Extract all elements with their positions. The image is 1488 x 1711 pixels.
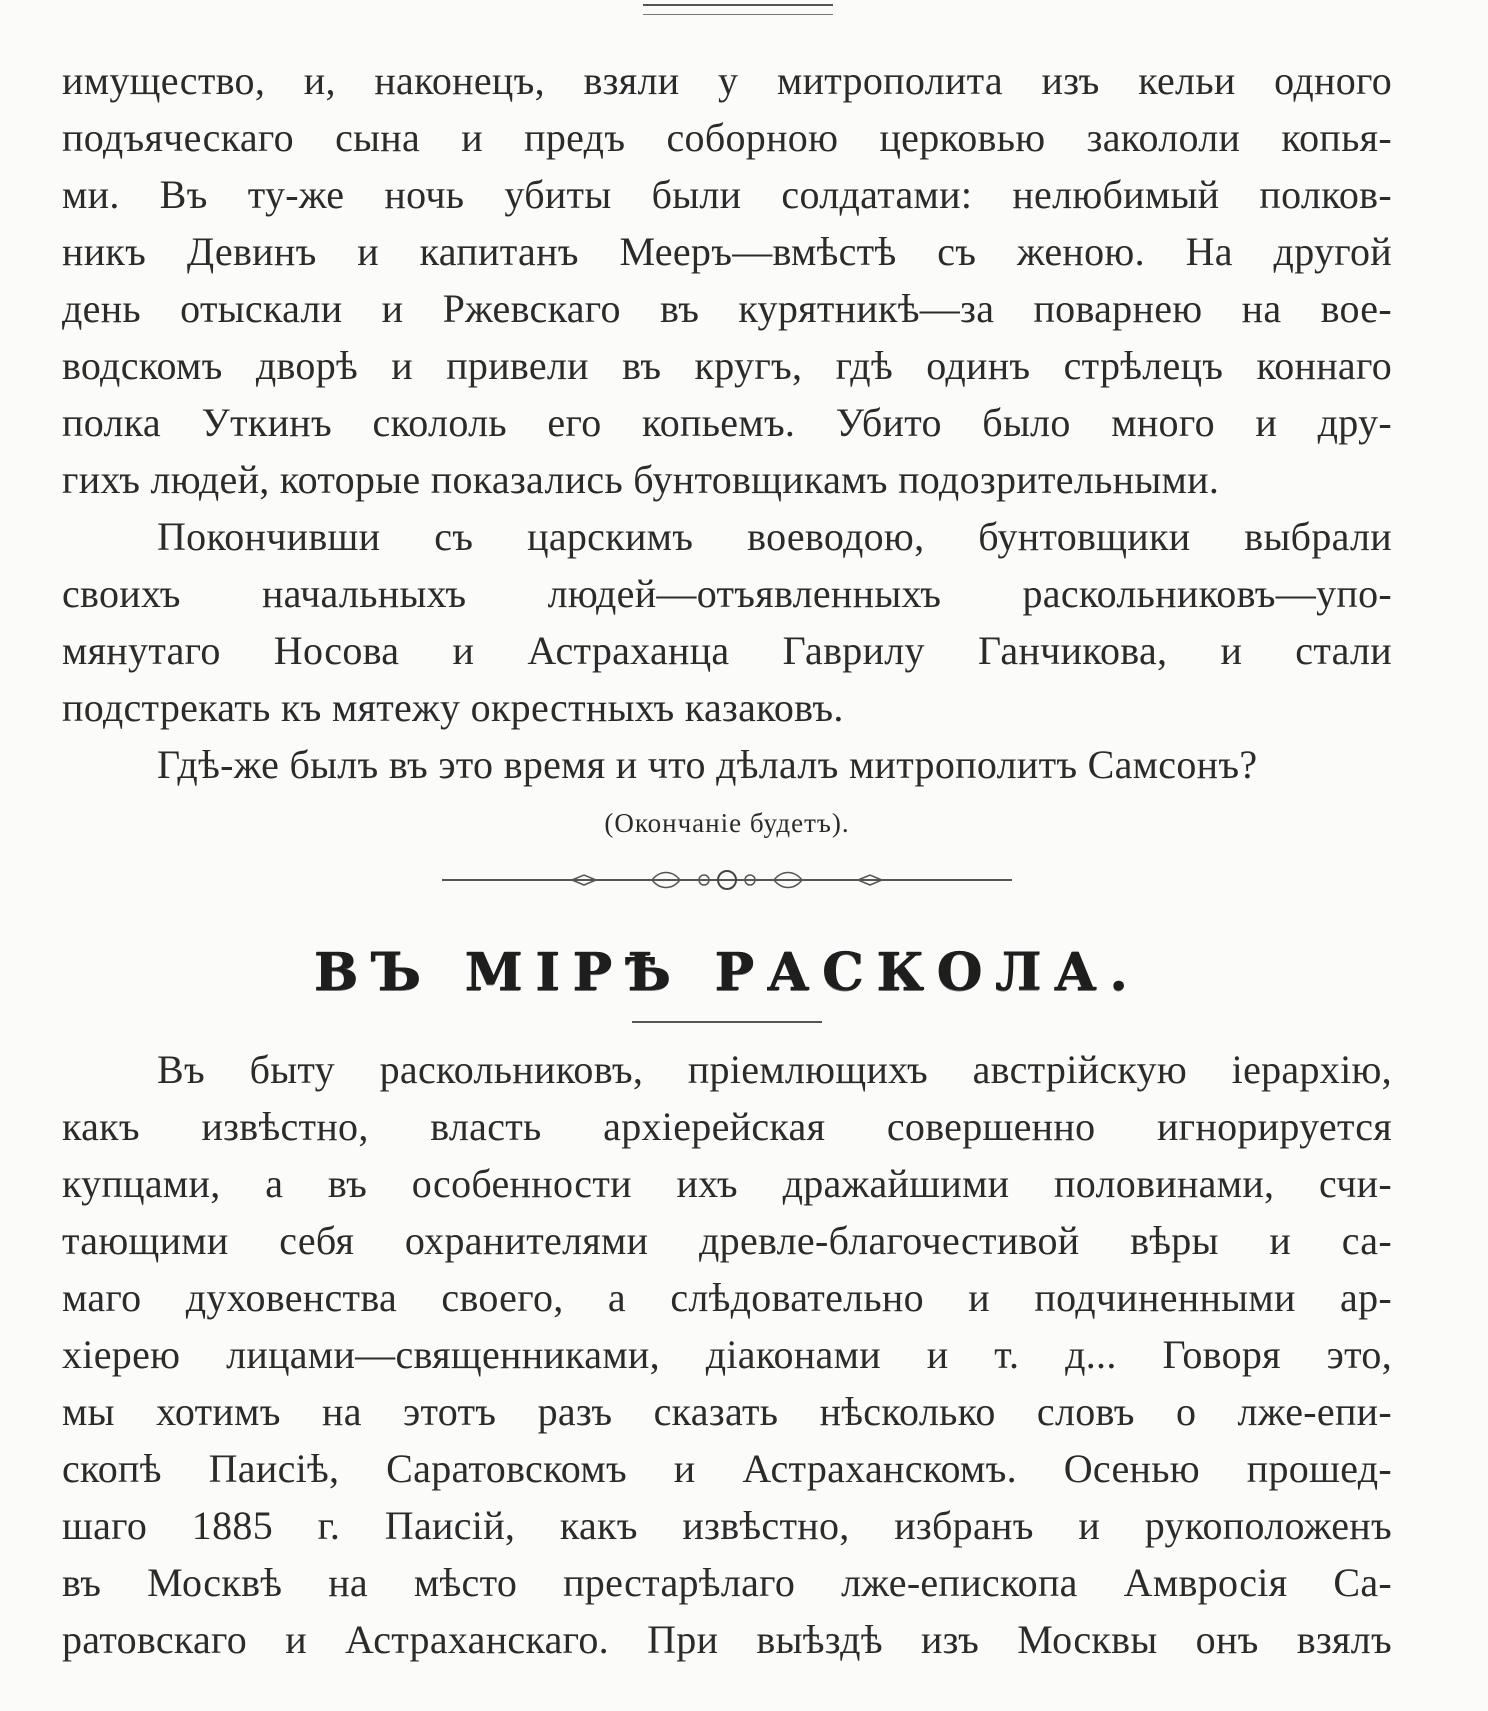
title-rule	[632, 1021, 822, 1023]
text-line: купцами, а въ особенности ихъ дражайшими половинами, счи-	[62, 1161, 1392, 1206]
text-line: водскомъ дворѣ и привели въ кругъ, гдѣ одинъ стрѣлецъ коннаго	[62, 343, 1392, 388]
text-line: хіерею лицами—священниками, діаконами и т. д... Говоря это,	[62, 1332, 1392, 1377]
text-line: мы хотимъ на этотъ разъ сказать нѣсколько словъ о лже-епи-	[62, 1389, 1392, 1434]
text-line: никъ Девинъ и капитанъ Мееръ—вмѣстѣ съ женою. На другой	[62, 229, 1392, 274]
text-line: въ Москвѣ на мѣсто престарѣлаго лже-епископа Амвросія Са-	[62, 1560, 1392, 1605]
section-title: ВЪ МІРѢ РАСКОЛА.	[313, 942, 1141, 1003]
text-line: подъяческаго сына и предъ соборною церковью закололи копья-	[62, 115, 1392, 160]
text-line: тающими себя охранителями древле-благочестивой вѣры и са-	[62, 1218, 1392, 1263]
text-line: день отыскали и Ржевскаго въ курятникѣ—за поварнею на вое-	[62, 286, 1392, 331]
text-line: мянутаго Носова и Астраханца Гаврилу Ганчикова, и стали	[62, 628, 1392, 673]
text-line: полка Уткинъ скололь его копьемъ. Убито было много и дру-	[62, 400, 1392, 445]
article-continuation	[62, 52, 1392, 843]
text-line: подстрекать къ мятежу окрестныхъ казаковъ.	[62, 685, 844, 730]
text-line: Покончивши съ царскимъ воеводою, бунтовщики выбрали	[157, 514, 1392, 559]
text-line: имущество, и, наконецъ, взяли у митрополита изъ кельи одного	[62, 58, 1392, 103]
ornament-divider	[422, 865, 1032, 895]
text-line: скопѣ Паисіѣ, Саратовскомъ и Астраханскомъ. Осенью прошед-	[62, 1446, 1392, 1491]
text-line: ми. Въ ту-же ночь убиты были солдатами: нелюбимый полков-	[62, 172, 1392, 217]
text-line: маго духовенства своего, а слѣдовательно и подчиненными ар-	[62, 1275, 1392, 1320]
section-body	[62, 1041, 1392, 1668]
text-line: Гдѣ-же былъ въ это время и что дѣлалъ митрополитъ Самсонъ?	[157, 742, 1258, 787]
page-text	[62, 52, 1392, 1668]
text-line: ратовскаго и Астраханскаго. При выѣздѣ изъ Москвы онъ взялъ	[62, 1617, 1392, 1662]
text-line: гихъ людей, которые показались бунтовщикамъ подозрительными.	[62, 457, 1220, 502]
text-line: своихъ начальныхъ людей—отъявленныхъ раскольниковъ—упо-	[62, 571, 1392, 616]
text-line: какъ извѣстно, власть архіерейская совершенно игнорируется	[62, 1104, 1392, 1149]
top-rule	[643, 4, 833, 15]
text-line: Въ быту раскольниковъ, пріемлющихъ австрійскую іерархію,	[157, 1047, 1392, 1092]
continuation-note: (Окончаніе будетъ).	[604, 808, 850, 838]
text-line: шаго 1885 г. Паисій, какъ извѣстно, избранъ и рукоположенъ	[62, 1503, 1392, 1548]
